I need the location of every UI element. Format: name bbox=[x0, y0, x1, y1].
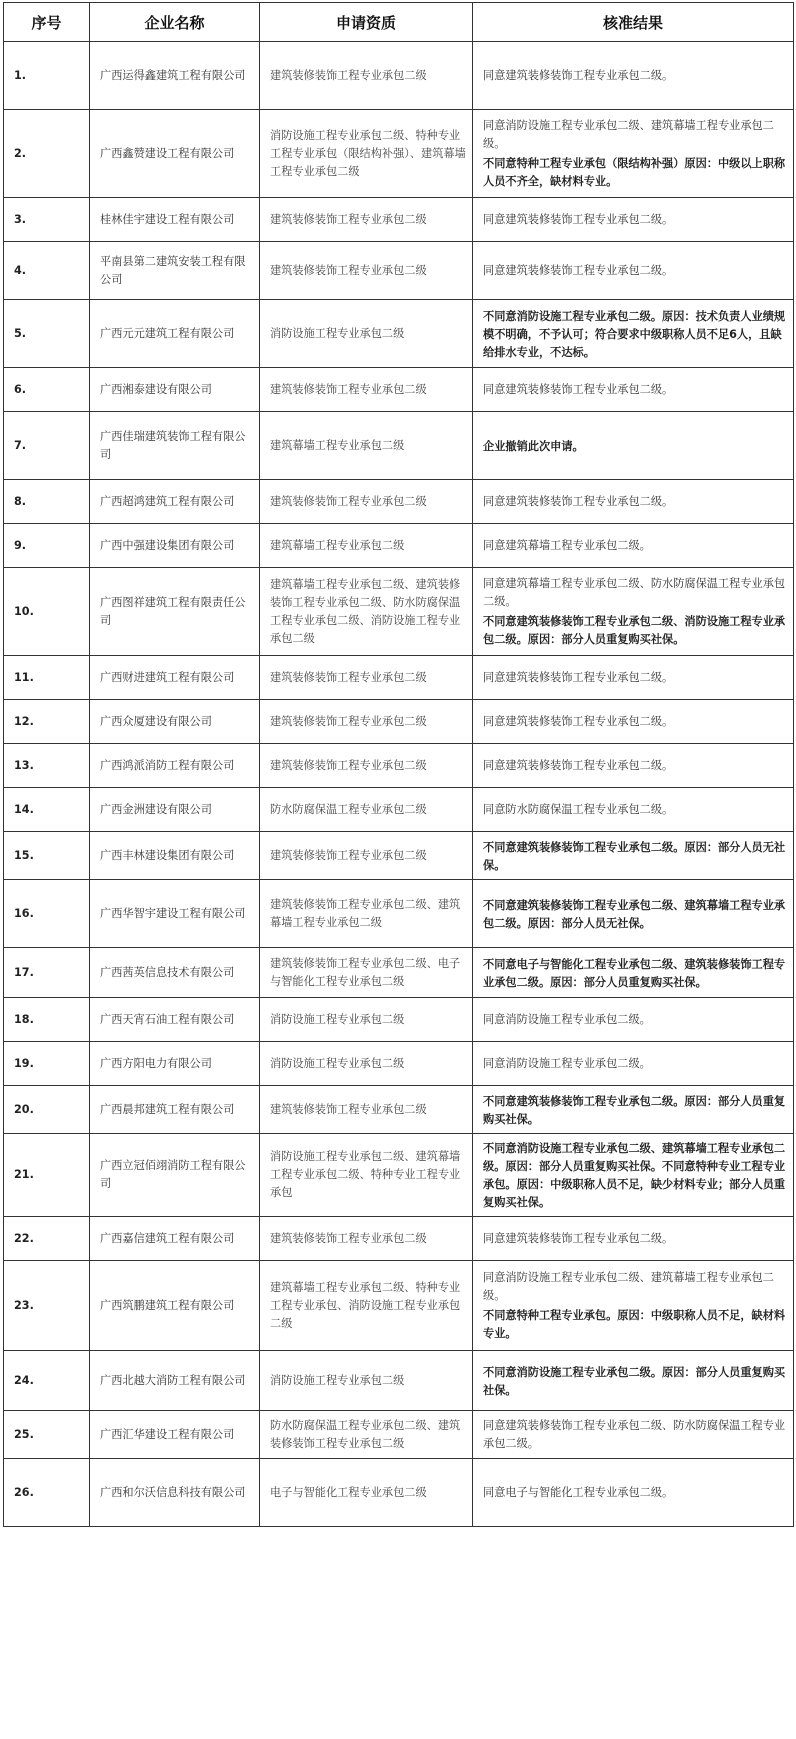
row-index: 14. bbox=[4, 788, 90, 832]
company-name: 广西立冠佰翊消防工程有限公司 bbox=[90, 1134, 260, 1217]
company-name: 广西众厦建设有限公司 bbox=[90, 700, 260, 744]
row-index: 7. bbox=[4, 412, 90, 480]
approval-result bbox=[473, 656, 794, 700]
table-row bbox=[4, 998, 794, 1042]
approval-result bbox=[473, 1459, 794, 1527]
row-index: 8. bbox=[4, 480, 90, 524]
applied-qualification: 消防设施工程专业承包二级 bbox=[260, 998, 473, 1042]
approved-text: 同意建筑装修装饰工程专业承包二级。 bbox=[483, 494, 674, 508]
applied-qualification: 建筑幕墙工程专业承包二级 bbox=[260, 412, 473, 480]
applied-qualification: 消防设施工程专业承包二级 bbox=[260, 1042, 473, 1086]
approved-text: 同意建筑装修装饰工程专业承包二级。 bbox=[483, 212, 674, 226]
applied-qualification: 建筑装修装饰工程专业承包二级 bbox=[260, 42, 473, 110]
approval-result bbox=[473, 300, 794, 368]
table-row bbox=[4, 524, 794, 568]
approved-text: 同意消防设施工程专业承包二级。 bbox=[483, 1056, 651, 1070]
row-index: 26. bbox=[4, 1459, 90, 1527]
row-index: 24. bbox=[4, 1351, 90, 1411]
applied-qualification: 建筑装修装饰工程专业承包二级 bbox=[260, 656, 473, 700]
table-row bbox=[4, 656, 794, 700]
row-index: 19. bbox=[4, 1042, 90, 1086]
approval-result bbox=[473, 480, 794, 524]
applied-qualification: 建筑装修装饰工程专业承包二级 bbox=[260, 1217, 473, 1261]
approval-result bbox=[473, 368, 794, 412]
applied-qualification: 电子与智能化工程专业承包二级 bbox=[260, 1459, 473, 1527]
table-row bbox=[4, 880, 794, 948]
approval-result bbox=[473, 700, 794, 744]
approved-text: 同意建筑装修装饰工程专业承包二级。 bbox=[483, 263, 674, 277]
approval-result bbox=[473, 1261, 794, 1351]
row-index: 23. bbox=[4, 1261, 90, 1351]
company-name: 广西华智宇建设工程有限公司 bbox=[90, 880, 260, 948]
company-name: 广西财进建筑工程有限公司 bbox=[90, 656, 260, 700]
table-row bbox=[4, 788, 794, 832]
approval-result bbox=[473, 1042, 794, 1086]
approved-text: 同意建筑装修装饰工程专业承包二级。 bbox=[483, 1231, 674, 1245]
company-name: 广西超鸿建筑工程有限公司 bbox=[90, 480, 260, 524]
approval-result bbox=[473, 568, 794, 656]
approval-result bbox=[473, 880, 794, 948]
approval-result bbox=[473, 948, 794, 998]
applied-qualification: 建筑装修装饰工程专业承包二级 bbox=[260, 832, 473, 880]
row-index: 20. bbox=[4, 1086, 90, 1134]
applied-qualification: 防水防腐保温工程专业承包二级 bbox=[260, 788, 473, 832]
company-name: 广西鸿派消防工程有限公司 bbox=[90, 744, 260, 788]
table-row bbox=[4, 42, 794, 110]
table-row bbox=[4, 1459, 794, 1527]
approved-text: 同意消防设施工程专业承包二级。 bbox=[483, 1012, 651, 1026]
applied-qualification: 建筑装修装饰工程专业承包二级 bbox=[260, 198, 473, 242]
row-index: 12. bbox=[4, 700, 90, 744]
company-name: 广西晨邦建筑工程有限公司 bbox=[90, 1086, 260, 1134]
table-row bbox=[4, 1411, 794, 1459]
company-name: 广西方阳电力有限公司 bbox=[90, 1042, 260, 1086]
approval-result bbox=[473, 110, 794, 198]
approval-result bbox=[473, 524, 794, 568]
rejected-text: 企业撤销此次申请。 bbox=[483, 439, 584, 453]
table-row bbox=[4, 1261, 794, 1351]
rejected-text: 不同意特种工程专业承包（限结构补强）原因：中级以上职称人员不齐全，缺材料专业。 bbox=[483, 156, 786, 188]
rejected-text: 不同意建筑装修装饰工程专业承包二级、消防设施工程专业承包二级。原因：部分人员重复购买社保。 bbox=[483, 614, 786, 646]
row-index: 25. bbox=[4, 1411, 90, 1459]
row-index: 3. bbox=[4, 198, 90, 242]
applied-qualification: 消防设施工程专业承包二级 bbox=[260, 1351, 473, 1411]
row-index: 18. bbox=[4, 998, 90, 1042]
header-company: 企业名称 bbox=[90, 3, 260, 42]
company-name: 广西茜英信息技术有限公司 bbox=[90, 948, 260, 998]
row-index: 16. bbox=[4, 880, 90, 948]
approval-result bbox=[473, 1086, 794, 1134]
table-row bbox=[4, 832, 794, 880]
applied-qualification: 防水防腐保温工程专业承包二级、建筑装修装饰工程专业承包二级 bbox=[260, 1411, 473, 1459]
company-name: 广西北越大消防工程有限公司 bbox=[90, 1351, 260, 1411]
table-row bbox=[4, 300, 794, 368]
approved-text: 同意建筑装修装饰工程专业承包二级、防水防腐保温工程专业承包二级。 bbox=[483, 1418, 786, 1450]
row-index: 5. bbox=[4, 300, 90, 368]
row-index: 22. bbox=[4, 1217, 90, 1261]
header-index: 序号 bbox=[4, 3, 90, 42]
table-row bbox=[4, 568, 794, 656]
rejected-text: 不同意建筑装修装饰工程专业承包二级、建筑幕墙工程专业承包二级。原因：部分人员无社保。 bbox=[483, 898, 786, 930]
approval-result bbox=[473, 832, 794, 880]
applied-qualification: 建筑装修装饰工程专业承包二级 bbox=[260, 744, 473, 788]
approval-result bbox=[473, 1411, 794, 1459]
applied-qualification: 建筑装修装饰工程专业承包二级 bbox=[260, 368, 473, 412]
approved-text: 同意建筑幕墙工程专业承包二级、防水防腐保温工程专业承包二级。 bbox=[483, 576, 786, 608]
company-name: 广西嘉信建筑工程有限公司 bbox=[90, 1217, 260, 1261]
approved-text: 同意建筑装修装饰工程专业承包二级。 bbox=[483, 758, 674, 772]
company-name: 广西丰林建设集团有限公司 bbox=[90, 832, 260, 880]
applied-qualification: 消防设施工程专业承包二级、建筑幕墙工程专业承包二级、特种专业工程专业承包 bbox=[260, 1134, 473, 1217]
applied-qualification: 建筑装修装饰工程专业承包二级 bbox=[260, 1086, 473, 1134]
row-index: 9. bbox=[4, 524, 90, 568]
approved-text: 同意消防设施工程专业承包二级、建筑幕墙工程专业承包二级。 bbox=[483, 118, 774, 150]
applied-qualification: 建筑装修装饰工程专业承包二级 bbox=[260, 480, 473, 524]
approved-text: 同意建筑装修装饰工程专业承包二级。 bbox=[483, 68, 674, 82]
table-row bbox=[4, 1134, 794, 1217]
table-row bbox=[4, 412, 794, 480]
applied-qualification: 建筑装修装饰工程专业承包二级 bbox=[260, 700, 473, 744]
company-name: 广西鑫赞建设工程有限公司 bbox=[90, 110, 260, 198]
company-name: 广西中强建设集团有限公司 bbox=[90, 524, 260, 568]
approval-result bbox=[473, 42, 794, 110]
applied-qualification: 建筑幕墙工程专业承包二级、特种专业工程专业承包、消防设施工程专业承包二级 bbox=[260, 1261, 473, 1351]
row-index: 1. bbox=[4, 42, 90, 110]
table-row bbox=[4, 198, 794, 242]
company-name: 广西汇华建设工程有限公司 bbox=[90, 1411, 260, 1459]
row-index: 17. bbox=[4, 948, 90, 998]
applied-qualification: 消防设施工程专业承包二级 bbox=[260, 300, 473, 368]
approved-text: 同意防水防腐保温工程专业承包二级。 bbox=[483, 802, 674, 816]
company-name: 广西图祥建筑工程有限责任公司 bbox=[90, 568, 260, 656]
company-name: 广西运得鑫建筑工程有限公司 bbox=[90, 42, 260, 110]
rejected-text: 不同意消防设施工程专业承包二级。原因：技术负责人业绩规模不明确，不予认可；符合要求中级职称人员不足6人，且缺给排水专业，不达标。 bbox=[483, 309, 786, 359]
company-name: 广西佳瑞建筑装饰工程有限公司 bbox=[90, 412, 260, 480]
header-qualification: 申请资质 bbox=[260, 3, 473, 42]
company-name: 广西金洲建设有限公司 bbox=[90, 788, 260, 832]
rejected-text: 不同意消防设施工程专业承包二级。原因：部分人员重复购买社保。 bbox=[483, 1365, 786, 1397]
company-name: 广西湘泰建设有限公司 bbox=[90, 368, 260, 412]
table-row bbox=[4, 242, 794, 300]
rejected-text: 不同意特种工程专业承包。原因：中级职称人员不足，缺材料专业。 bbox=[483, 1308, 786, 1340]
approved-text: 同意建筑装修装饰工程专业承包二级。 bbox=[483, 670, 674, 684]
applied-qualification: 建筑幕墙工程专业承包二级 bbox=[260, 524, 473, 568]
table-body bbox=[4, 42, 794, 1527]
approval-result bbox=[473, 1217, 794, 1261]
approval-result bbox=[473, 412, 794, 480]
table-row bbox=[4, 1086, 794, 1134]
row-index: 11. bbox=[4, 656, 90, 700]
applied-qualification: 建筑装修装饰工程专业承包二级 bbox=[260, 242, 473, 300]
table-row bbox=[4, 1042, 794, 1086]
company-name: 平南县第二建筑安装工程有限公司 bbox=[90, 242, 260, 300]
company-name: 广西天宵石油工程有限公司 bbox=[90, 998, 260, 1042]
approved-text: 同意消防设施工程专业承包二级、建筑幕墙工程专业承包二级。 bbox=[483, 1270, 774, 1302]
row-index: 10. bbox=[4, 568, 90, 656]
company-name: 广西和尔沃信息科技有限公司 bbox=[90, 1459, 260, 1527]
approved-text: 同意建筑幕墙工程专业承包二级。 bbox=[483, 538, 651, 552]
applied-qualification: 消防设施工程专业承包二级、特种专业工程专业承包（限结构补强）、建筑幕墙工程专业承包二级 bbox=[260, 110, 473, 198]
approval-result bbox=[473, 242, 794, 300]
rejected-text: 不同意电子与智能化工程专业承包二级、建筑装修装饰工程专业承包二级。原因：部分人员重复购买社保。 bbox=[483, 957, 786, 989]
table-row bbox=[4, 1351, 794, 1411]
applied-qualification: 建筑装修装饰工程专业承包二级、建筑幕墙工程专业承包二级 bbox=[260, 880, 473, 948]
approval-result bbox=[473, 998, 794, 1042]
row-index: 21. bbox=[4, 1134, 90, 1217]
row-index: 15. bbox=[4, 832, 90, 880]
approval-result bbox=[473, 1134, 794, 1217]
table-header-row bbox=[4, 3, 794, 42]
company-name: 广西筑鹏建筑工程有限公司 bbox=[90, 1261, 260, 1351]
rejected-text: 不同意消防设施工程专业承包二级、建筑幕墙工程专业承包二级。原因：部分人员重复购买社保。不同意特种专业工程专业承包。原因：中级职称人员不足，缺少材料专业；部分人员重复购买社保。 bbox=[483, 1142, 786, 1209]
table-row bbox=[4, 1217, 794, 1261]
row-index: 4. bbox=[4, 242, 90, 300]
row-index: 13. bbox=[4, 744, 90, 788]
header-result: 核准结果 bbox=[473, 3, 794, 42]
applied-qualification: 建筑幕墙工程专业承包二级、建筑装修装饰工程专业承包二级、防水防腐保温工程专业承包二级、消防设施工程专业承包二级 bbox=[260, 568, 473, 656]
company-name: 桂林佳宇建设工程有限公司 bbox=[90, 198, 260, 242]
company-name: 广西元元建筑工程有限公司 bbox=[90, 300, 260, 368]
table-row bbox=[4, 110, 794, 198]
approved-text: 同意电子与智能化工程专业承包二级。 bbox=[483, 1485, 674, 1499]
approved-text: 同意建筑装修装饰工程专业承包二级。 bbox=[483, 714, 674, 728]
row-index: 6. bbox=[4, 368, 90, 412]
approval-table bbox=[3, 2, 794, 1527]
table-row bbox=[4, 368, 794, 412]
approval-result bbox=[473, 744, 794, 788]
approved-text: 同意建筑装修装饰工程专业承包二级。 bbox=[483, 382, 674, 396]
rejected-text: 不同意建筑装修装饰工程专业承包二级。原因：部分人员无社保。 bbox=[483, 840, 786, 872]
row-index: 2. bbox=[4, 110, 90, 198]
rejected-text: 不同意建筑装修装饰工程专业承包二级。原因：部分人员重复购买社保。 bbox=[483, 1094, 786, 1126]
approval-result bbox=[473, 788, 794, 832]
table-row bbox=[4, 700, 794, 744]
approval-result bbox=[473, 1351, 794, 1411]
table-row bbox=[4, 744, 794, 788]
table-row bbox=[4, 948, 794, 998]
table-row bbox=[4, 480, 794, 524]
applied-qualification: 建筑装修装饰工程专业承包二级、电子与智能化工程专业承包二级 bbox=[260, 948, 473, 998]
approval-result bbox=[473, 198, 794, 242]
